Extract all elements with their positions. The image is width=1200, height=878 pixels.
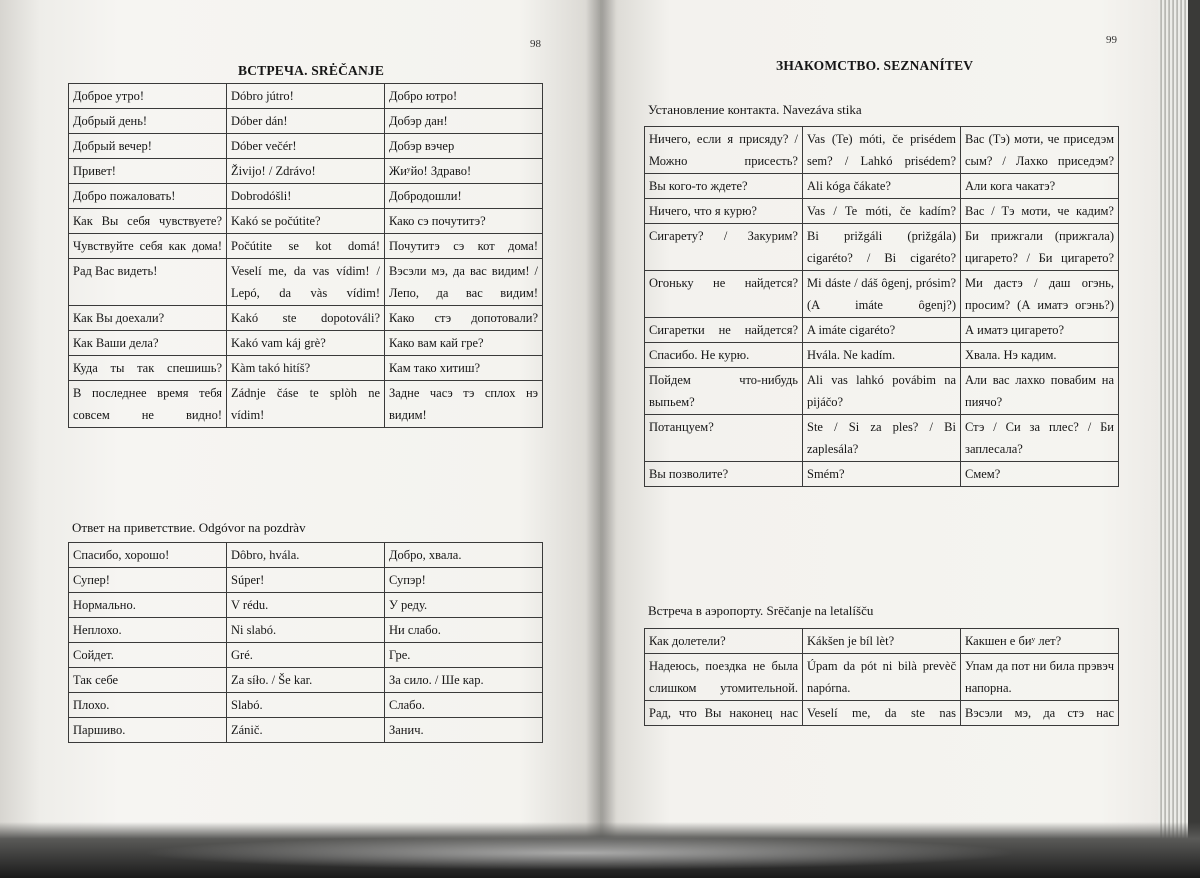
- transcription: Добро ютро!: [385, 84, 543, 109]
- page-number: 98: [530, 38, 541, 50]
- transcription: За сило. / Ше кар.: [385, 668, 543, 693]
- russian-phrase: Привет!: [69, 159, 227, 184]
- transcription: Кам тако хитиш?: [385, 356, 543, 381]
- russian-phrase: Как Вы себя чувствуете?: [69, 209, 227, 234]
- table-row: [69, 643, 543, 668]
- table-row: [645, 271, 1119, 318]
- transcription: Добродошли!: [385, 184, 543, 209]
- table-row: [69, 159, 543, 184]
- table-row: [69, 381, 543, 428]
- transcription: Како сэ почутитэ?: [385, 209, 543, 234]
- transcription: Добэр дан!: [385, 109, 543, 134]
- table-row: [645, 654, 1119, 701]
- table-row: [69, 331, 543, 356]
- slovene-phrase: Ali vas lahkó povábim na pijáčo?: [803, 368, 961, 415]
- page-number: 99: [1106, 34, 1117, 46]
- transcription: Задне часэ тэ сплох нэ видим!: [385, 381, 543, 428]
- slovene-phrase: Kàm takó hitíš?: [227, 356, 385, 381]
- russian-phrase: Добро пожаловать!: [69, 184, 227, 209]
- table-row: [69, 568, 543, 593]
- russian-phrase: Доброе утро!: [69, 84, 227, 109]
- transcription: Стэ / Си за плес? / Би заплесала?: [961, 415, 1119, 462]
- russian-phrase: Рад, что Вы наконец нас: [645, 701, 803, 726]
- russian-phrase: Добрый день!: [69, 109, 227, 134]
- table-row: [645, 127, 1119, 174]
- slovene-phrase: Kakó se počútite?: [227, 209, 385, 234]
- transcription: Ми дастэ / даш огэнь, просим? (А иматэ огэнь?): [961, 271, 1119, 318]
- transcription: Вас / Тэ моти, че кадим?: [961, 199, 1119, 224]
- transcription: Жиʸйо! Здраво!: [385, 159, 543, 184]
- russian-phrase: Сойдет.: [69, 643, 227, 668]
- transcription: Супэр!: [385, 568, 543, 593]
- russian-phrase: Как Вы доехали?: [69, 306, 227, 331]
- slovene-phrase: Dôbro, hvála.: [227, 543, 385, 568]
- slovene-phrase: Dóbro jútro!: [227, 84, 385, 109]
- table-row: [645, 701, 1119, 726]
- table-caption: Встреча в аэропорту. Srēčanje na letalíšču: [648, 603, 874, 618]
- transcription: Хвала. Нэ кадим.: [961, 343, 1119, 368]
- slovene-phrase: Kakó ste dopotováli?: [227, 306, 385, 331]
- table-row: [69, 543, 543, 568]
- table-row: [69, 618, 543, 643]
- table-row: [645, 368, 1119, 415]
- slovene-phrase: Ni slabó.: [227, 618, 385, 643]
- transcription: Али вас лахко повабим на пиячо?: [961, 368, 1119, 415]
- russian-phrase: Как долетели?: [645, 629, 803, 654]
- table-row: [645, 174, 1119, 199]
- table-row: [69, 134, 543, 159]
- slovene-phrase: Bi prižgáli (prižgála) cigaréto? / Bi cigaréto?: [803, 224, 961, 271]
- transcription: Слабо.: [385, 693, 543, 718]
- russian-phrase: Ничего, что я курю?: [645, 199, 803, 224]
- slovene-phrase: Ste / Si za ples? / Bi zaplesála?: [803, 415, 961, 462]
- russian-phrase: Спасибо. Не курю.: [645, 343, 803, 368]
- slovene-phrase: Dóber dán!: [227, 109, 385, 134]
- transcription: Али кога чакатэ?: [961, 174, 1119, 199]
- transcription: Почутитэ сэ кот дома!: [385, 234, 543, 259]
- russian-phrase: Как Ваши дела?: [69, 331, 227, 356]
- slovene-phrase: Súper!: [227, 568, 385, 593]
- scanner-glare: [140, 836, 1020, 870]
- transcription: Вэсэли мэ, да стэ нас: [961, 701, 1119, 726]
- table-row: [69, 234, 543, 259]
- russian-phrase: Рад Вас видеть!: [69, 259, 227, 306]
- russian-phrase: Надеюсь, поездка не была слишком утомительной.: [645, 654, 803, 701]
- right-page: [600, 0, 1160, 878]
- russian-phrase: Ничего, если я присяду? / Можно присесть?: [645, 127, 803, 174]
- transcription: Упам да пот ни била прэвэч напорна.: [961, 654, 1119, 701]
- transcription: Занич.: [385, 718, 543, 743]
- slovene-phrase: Veselí me, da vas vídim! / Lepó, da vàs vídim!: [227, 259, 385, 306]
- section-title: ЗНАКОМСТВО. SEZNANÍTEV: [776, 58, 974, 73]
- edge-shadow: [1188, 0, 1200, 878]
- transcription: У реду.: [385, 593, 543, 618]
- slovene-phrase: Ali kóga čákate?: [803, 174, 961, 199]
- table-row: [69, 184, 543, 209]
- russian-phrase: Плохо.: [69, 693, 227, 718]
- section-title: ВСТРЕЧА. SRĖČANJE: [238, 63, 385, 78]
- russian-phrase: Паршиво.: [69, 718, 227, 743]
- contact-table: [644, 126, 1119, 487]
- transcription: Би прижгали (прижгала) цигарето? / Би цигарето?: [961, 224, 1119, 271]
- slovene-phrase: Úpam da pót ni bilà prevèč napórna.: [803, 654, 961, 701]
- russian-phrase: Нормально.: [69, 593, 227, 618]
- russian-phrase: Сигарету? / Закурим?: [645, 224, 803, 271]
- slovene-phrase: A imáte cigaréto?: [803, 318, 961, 343]
- slovene-phrase: Dóber večér!: [227, 134, 385, 159]
- slovene-phrase: Zádnje čáse te splòh ne vídim!: [227, 381, 385, 428]
- russian-phrase: Спасибо, хорошо!: [69, 543, 227, 568]
- table-caption: Установление контакта. Navezáva stika: [648, 102, 862, 117]
- transcription: Ни слабо.: [385, 618, 543, 643]
- transcription: Какшен е биʸ лет?: [961, 629, 1119, 654]
- russian-phrase: Добрый вечер!: [69, 134, 227, 159]
- russian-phrase: Чувствуйте себя как дома!: [69, 234, 227, 259]
- table-row: [69, 668, 543, 693]
- transcription: Гре.: [385, 643, 543, 668]
- russian-phrase: Супер!: [69, 568, 227, 593]
- table-caption: Ответ на приветствие. Odgóvor na pozdràv: [72, 520, 306, 535]
- table-row: [645, 462, 1119, 487]
- slovene-phrase: Mi dáste / dáš ôgenj, prósim? (A imáte ôgenj?): [803, 271, 961, 318]
- table-row: [645, 224, 1119, 271]
- slovene-phrase: V rédu.: [227, 593, 385, 618]
- table-row: [645, 199, 1119, 224]
- slovene-phrase: Vas / Te móti, če kadím?: [803, 199, 961, 224]
- table-row: [69, 209, 543, 234]
- table-row: [69, 109, 543, 134]
- replies-table: [68, 542, 543, 743]
- russian-phrase: Огоньку не найдется?: [645, 271, 803, 318]
- slovene-phrase: Veselí me, da ste nas: [803, 701, 961, 726]
- table-row: [645, 415, 1119, 462]
- book-gutter: [586, 0, 616, 878]
- slovene-phrase: Dobrodóšli!: [227, 184, 385, 209]
- transcription: Како стэ допотовали?: [385, 306, 543, 331]
- table-row: [69, 693, 543, 718]
- slovene-phrase: Počútite se kot domá!: [227, 234, 385, 259]
- russian-phrase: Пойдем что-нибудь выпьем?: [645, 368, 803, 415]
- slovene-phrase: Slabó.: [227, 693, 385, 718]
- russian-phrase: Сигаретки не найдется?: [645, 318, 803, 343]
- slovene-phrase: Za síło. / Še kar.: [227, 668, 385, 693]
- table-row: [69, 306, 543, 331]
- slovene-phrase: Kakó vam káj grè?: [227, 331, 385, 356]
- transcription: Вас (Тэ) моти, че приседэм сым? / Лахко приседэм?: [961, 127, 1119, 174]
- table-row: [69, 356, 543, 381]
- airport-table: [644, 628, 1119, 726]
- slovene-phrase: Zánič.: [227, 718, 385, 743]
- table-row: [69, 593, 543, 618]
- transcription: Смем?: [961, 462, 1119, 487]
- slovene-phrase: Živijo! / Zdrávo!: [227, 159, 385, 184]
- russian-phrase: В последнее время тебя совсем не видно!: [69, 381, 227, 428]
- russian-phrase: Неплохо.: [69, 618, 227, 643]
- slovene-phrase: Gré.: [227, 643, 385, 668]
- slovene-phrase: Vas (Te) móti, če prisédem sem? / Lahkó prisédem?: [803, 127, 961, 174]
- transcription: Како вам кай гре?: [385, 331, 543, 356]
- russian-phrase: Вы кого-то ждете?: [645, 174, 803, 199]
- russian-phrase: Вы позволите?: [645, 462, 803, 487]
- transcription: А иматэ цигарето?: [961, 318, 1119, 343]
- table-row: [69, 259, 543, 306]
- slovene-phrase: Hvála. Ne kadím.: [803, 343, 961, 368]
- slovene-phrase: Kákšen je bíl lèt?: [803, 629, 961, 654]
- table-row: [645, 318, 1119, 343]
- russian-phrase: Потанцуем?: [645, 415, 803, 462]
- transcription: Вэсэли мэ, да вас видим! / Лепо, да вас видим!: [385, 259, 543, 306]
- russian-phrase: Так себе: [69, 668, 227, 693]
- transcription: Добро, хвала.: [385, 543, 543, 568]
- table-row: [645, 629, 1119, 654]
- transcription: Добэр вэчер: [385, 134, 543, 159]
- table-row: [645, 343, 1119, 368]
- slovene-phrase: Smém?: [803, 462, 961, 487]
- table-row: [69, 718, 543, 743]
- russian-phrase: Куда ты так спешишь?: [69, 356, 227, 381]
- table-row: [69, 84, 543, 109]
- greetings-table: [68, 83, 543, 428]
